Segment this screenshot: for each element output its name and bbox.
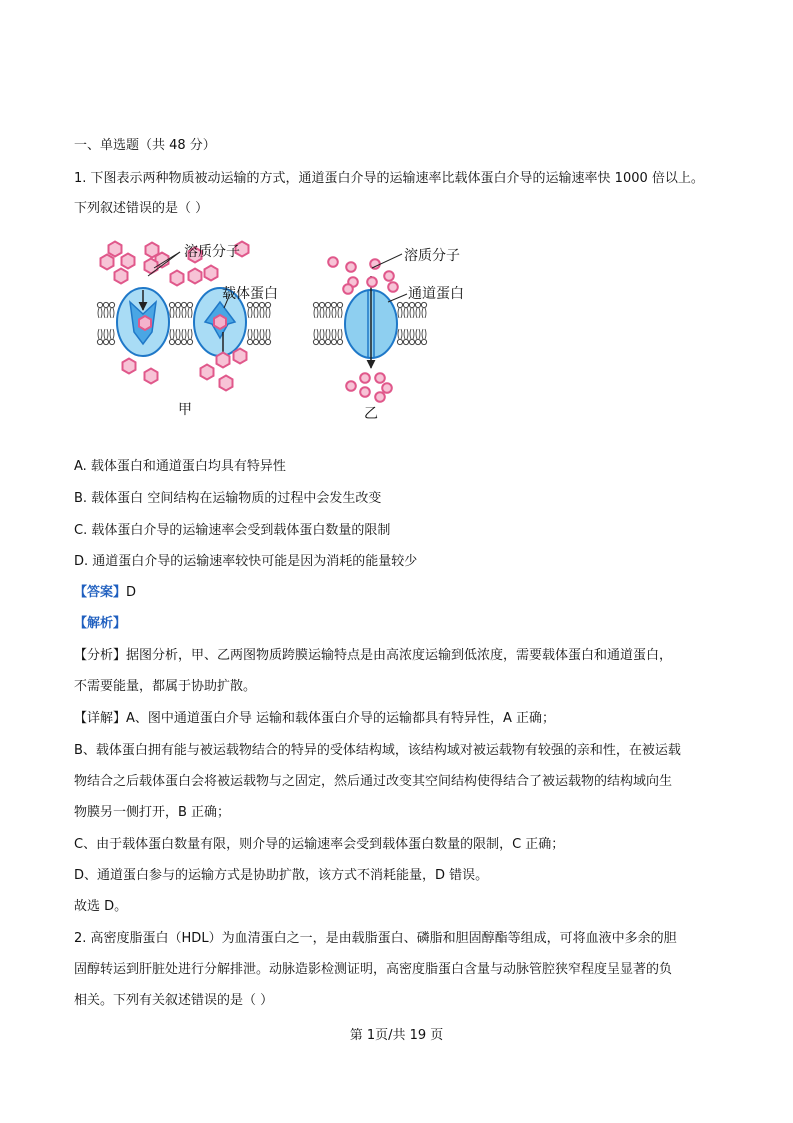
section-title: 一、单选题（共 48 分） bbox=[74, 138, 216, 153]
analysis-line: 物膜另一侧打开，B 正确； bbox=[74, 805, 231, 820]
analysis-tag: 【解析】 bbox=[74, 616, 127, 631]
option-b[interactable]: B. 载体蛋白 空间结构在运输物质的过程中会发生改变 bbox=[74, 491, 382, 506]
label-solute-right: 溶质分子 bbox=[404, 248, 460, 264]
page-footer: 第 1页/共 19 页 bbox=[349, 1028, 444, 1043]
analysis-line: D、通道蛋白参与的运输方式是协助扩散，该方式不消耗能量，D 错误。 bbox=[74, 868, 489, 883]
question-2-line: 相关。下列有关叙述错误的是（ ） bbox=[74, 993, 274, 1008]
answer-tag: 【答案】 bbox=[74, 585, 127, 600]
answer-row bbox=[74, 584, 136, 602]
analysis-line: 故选 D。 bbox=[74, 899, 128, 914]
analysis-line: 不需要能量，都属于协助扩散。 bbox=[74, 679, 257, 694]
label-channel-protein: 通道蛋白 bbox=[408, 286, 464, 302]
option-a[interactable]: A. 载体蛋白和通道蛋白均具有特异性 bbox=[74, 459, 286, 474]
analysis-line: 物结合之后载体蛋白会将被运载物与之固定，然后通过改变其空间结构使得结合了被运载物的结构域向生 bbox=[74, 774, 673, 789]
label-carrier-protein: 载体蛋白 bbox=[222, 286, 278, 302]
question-2-line: 2. 高密度脂蛋白（HDL）为血清蛋白之一，是由载脂蛋白、磷脂和胆固醇酯等组成，可将血液中多余的胆 bbox=[74, 931, 677, 946]
option-d[interactable]: D. 通道蛋白介导的运输速率较快可能是因为消耗的能量较少 bbox=[74, 554, 418, 569]
question-2-line: 固醇转运到肝脏处进行分解排泄。动脉造影检测证明，高密度脂蛋白含量与动脉管腔狭窄程度呈显著的负 bbox=[74, 962, 673, 977]
caption-left: 甲 bbox=[178, 402, 192, 418]
label-solute-left: 溶质分子 bbox=[184, 244, 240, 260]
option-c[interactable]: C. 载体蛋白介导的运输速率会受到载体蛋白数量的限制 bbox=[74, 523, 391, 538]
transport-figure bbox=[92, 232, 482, 428]
question-1-stem-cont: 下列叙述错误的是（ ） bbox=[74, 201, 209, 216]
analysis-line: 【详解】A、图中通道蛋白介导 运输和载体蛋白介导的运输都具有特异性，A 正确； bbox=[74, 711, 556, 726]
answer-value: D bbox=[126, 585, 137, 600]
carrier-protein-1 bbox=[117, 288, 169, 356]
analysis-line: C、由于载体蛋白数量有限，则介导的运输速率会受到载体蛋白数量的限制，C 正确； bbox=[74, 837, 565, 852]
analysis-line: B、载体蛋白拥有能与被运载物结合的特异的受体结构域，该结构域对被运载物有较强的亲和性，在被运载 bbox=[74, 743, 681, 758]
question-1-stem: 1. 下图表示两种物质被动运输的方式，通道蛋白介导的运输速率比载体蛋白介导的运输速率快 1000 倍以上。 bbox=[74, 171, 704, 186]
caption-right: 乙 bbox=[364, 406, 378, 422]
transport-diagram bbox=[92, 232, 482, 428]
analysis-line: 【分析】据图分析，甲、乙两图物质跨膜运输特点是由高浓度运输到低浓度，需要载体蛋白和通道蛋白， bbox=[74, 648, 673, 663]
